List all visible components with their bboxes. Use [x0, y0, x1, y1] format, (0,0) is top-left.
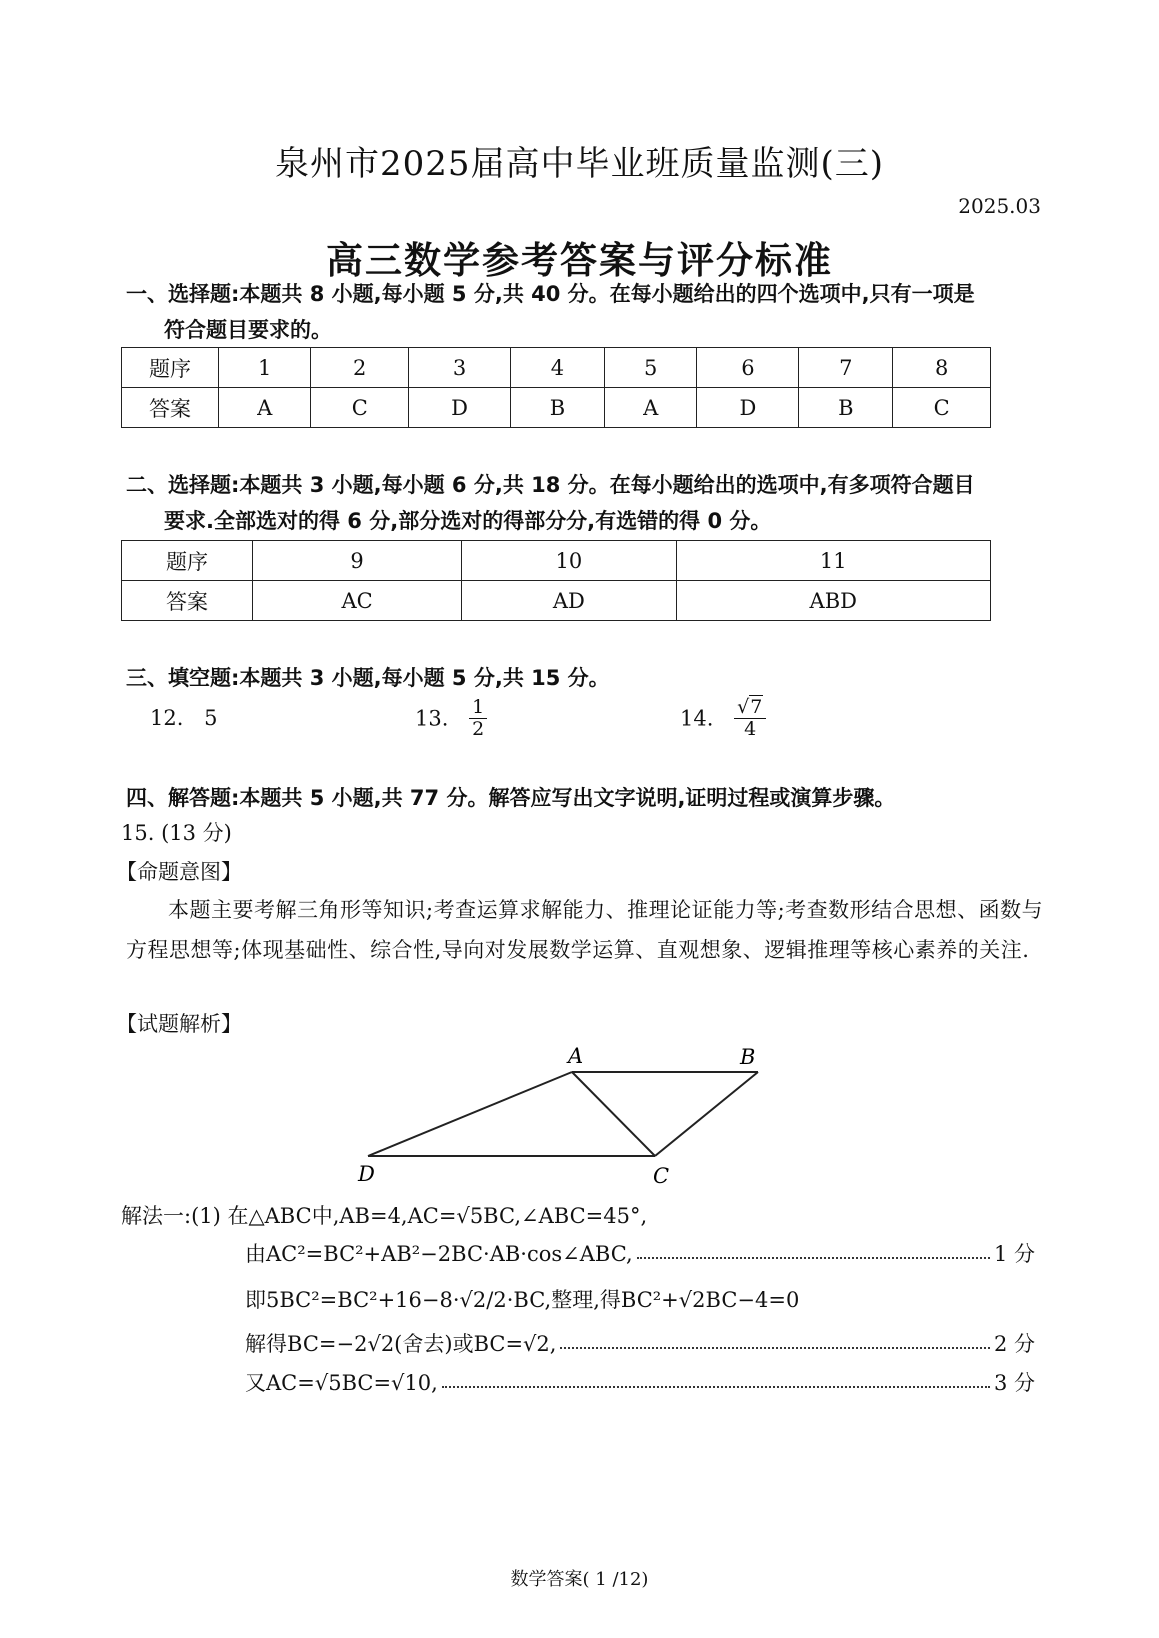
table-cell: D	[409, 388, 511, 428]
question-number: 12.	[150, 706, 184, 730]
segment-da	[368, 1072, 572, 1156]
solution-intro: 解法一:(1) 在△ABC中,AB=4,AC=√5BC,∠ABC=45°,	[121, 1204, 648, 1228]
table-cell: B	[799, 388, 893, 428]
section2-answer-table	[121, 540, 991, 621]
table-cell: 8	[893, 348, 991, 388]
solution-text: 即5BC²=BC²+16−8·√2/2·BC,整理,得BC²+√2BC−4=0	[245, 1288, 800, 1312]
answer-q12	[150, 706, 217, 730]
table-cell: A	[219, 388, 311, 428]
solution-text: 解得BC=−2√2(舍去)或BC=√2,	[245, 1332, 557, 1356]
table-cell: 10	[462, 541, 676, 581]
fraction-numerator	[734, 697, 766, 719]
table-cell: AC	[253, 581, 462, 621]
fraction-denominator: 2	[472, 718, 485, 740]
triangle-figure	[340, 1038, 780, 1198]
table-header-cell: 答案	[122, 388, 219, 428]
table-header-cell: 题序	[122, 541, 253, 581]
table-row	[122, 388, 991, 428]
table-cell: 5	[604, 348, 696, 388]
page-footer: 数学答案( 1 /12)	[510, 1569, 649, 1590]
solution-line-2	[245, 1284, 1035, 1314]
table-cell: C	[893, 388, 991, 428]
segment-ac	[572, 1072, 655, 1156]
section4-heading: 四、解答题:本题共 5 小题,共 77 分。解答应写出文字说明,证明过程或演算步骤。	[126, 786, 896, 810]
table-cell: D	[697, 388, 799, 428]
question-15-label: 15. (13 分)	[121, 821, 232, 845]
solution-text: 由AC²=BC²+AB²−2BC·AB·cos∠ABC,	[245, 1242, 633, 1266]
table-cell: 7	[799, 348, 893, 388]
table-row	[122, 541, 991, 581]
sqrt-icon: √	[737, 696, 750, 718]
solution-line-4	[245, 1367, 1035, 1397]
table-cell: 1	[219, 348, 311, 388]
leader-dots	[560, 1346, 989, 1349]
table-cell: 11	[676, 541, 990, 581]
table-row	[122, 348, 991, 388]
section1-heading-line2: 符合题目要求的。	[164, 318, 332, 342]
label-a: A	[568, 1044, 584, 1068]
fraction-denominator: 4	[744, 718, 757, 740]
solution-line-1	[245, 1238, 1035, 1268]
section3-heading: 三、填空题:本题共 3 小题,每小题 5 分,共 15 分。	[126, 666, 610, 690]
table-header-cell: 题序	[122, 348, 219, 388]
section2-heading-line2: 要求.全部选对的得 6 分,部分选对的得部分分,有选错的得 0 分。	[164, 509, 772, 533]
section2-heading	[126, 467, 1046, 539]
answer-q14	[680, 697, 766, 740]
table-cell: B	[511, 388, 605, 428]
section1-answer-table	[121, 347, 991, 428]
intent-text: 本题主要考解三角形等知识;考查运算求解能力、推理论证能力等;考查数形结合思想、函数与方程思想等;体现基础性、综合性,导向对发展数学运算、直观想象、逻辑推理等核心素养的关注.	[126, 898, 1044, 962]
segment-bc	[655, 1072, 758, 1156]
table-row	[122, 581, 991, 621]
score: 3 分	[993, 1371, 1035, 1395]
fraction	[734, 697, 766, 740]
table-header-cell: 答案	[122, 581, 253, 621]
answer-q13	[415, 697, 487, 740]
table-cell: AD	[462, 581, 676, 621]
answer-value: 5	[204, 706, 218, 730]
leader-dots	[442, 1385, 990, 1388]
label-b: B	[740, 1045, 756, 1069]
question-number: 14.	[680, 706, 714, 731]
table-cell: 3	[409, 348, 511, 388]
document-subtitle: 高三数学参考答案与评分标准	[326, 239, 833, 282]
document-date: 2025.03	[958, 194, 1041, 218]
intent-label: 【命题意图】	[116, 860, 242, 884]
solution-text: 又AC=√5BC=√10,	[245, 1371, 438, 1395]
analysis-label: 【试题解析】	[116, 1012, 242, 1036]
leader-dots	[637, 1256, 990, 1259]
score: 1 分	[993, 1242, 1035, 1266]
sqrt-radicand: 7	[750, 696, 763, 718]
question-number: 13.	[415, 706, 449, 731]
table-cell: 2	[311, 348, 409, 388]
label-c: C	[653, 1164, 670, 1188]
solution-line-3	[245, 1328, 1035, 1358]
label-d: D	[358, 1162, 375, 1186]
section1-heading	[126, 276, 1046, 348]
table-cell: 4	[511, 348, 605, 388]
table-cell: 9	[253, 541, 462, 581]
section2-heading-line1: 二、选择题:本题共 3 小题,每小题 6 分,共 18 分。在每小题给出的选项中,有多项符合题目	[126, 473, 975, 497]
score: 2 分	[993, 1332, 1035, 1356]
document-title: 泉州市2025届高中毕业班质量监测(三)	[274, 144, 885, 184]
table-cell: A	[604, 388, 696, 428]
table-cell: ABD	[676, 581, 990, 621]
fraction-numerator: 1	[469, 697, 487, 719]
table-cell: C	[311, 388, 409, 428]
fraction	[469, 697, 487, 740]
section1-heading-line1: 一、选择题:本题共 8 小题,每小题 5 分,共 40 分。在每小题给出的四个选项中,只有一项是	[126, 282, 975, 306]
table-cell: 6	[697, 348, 799, 388]
